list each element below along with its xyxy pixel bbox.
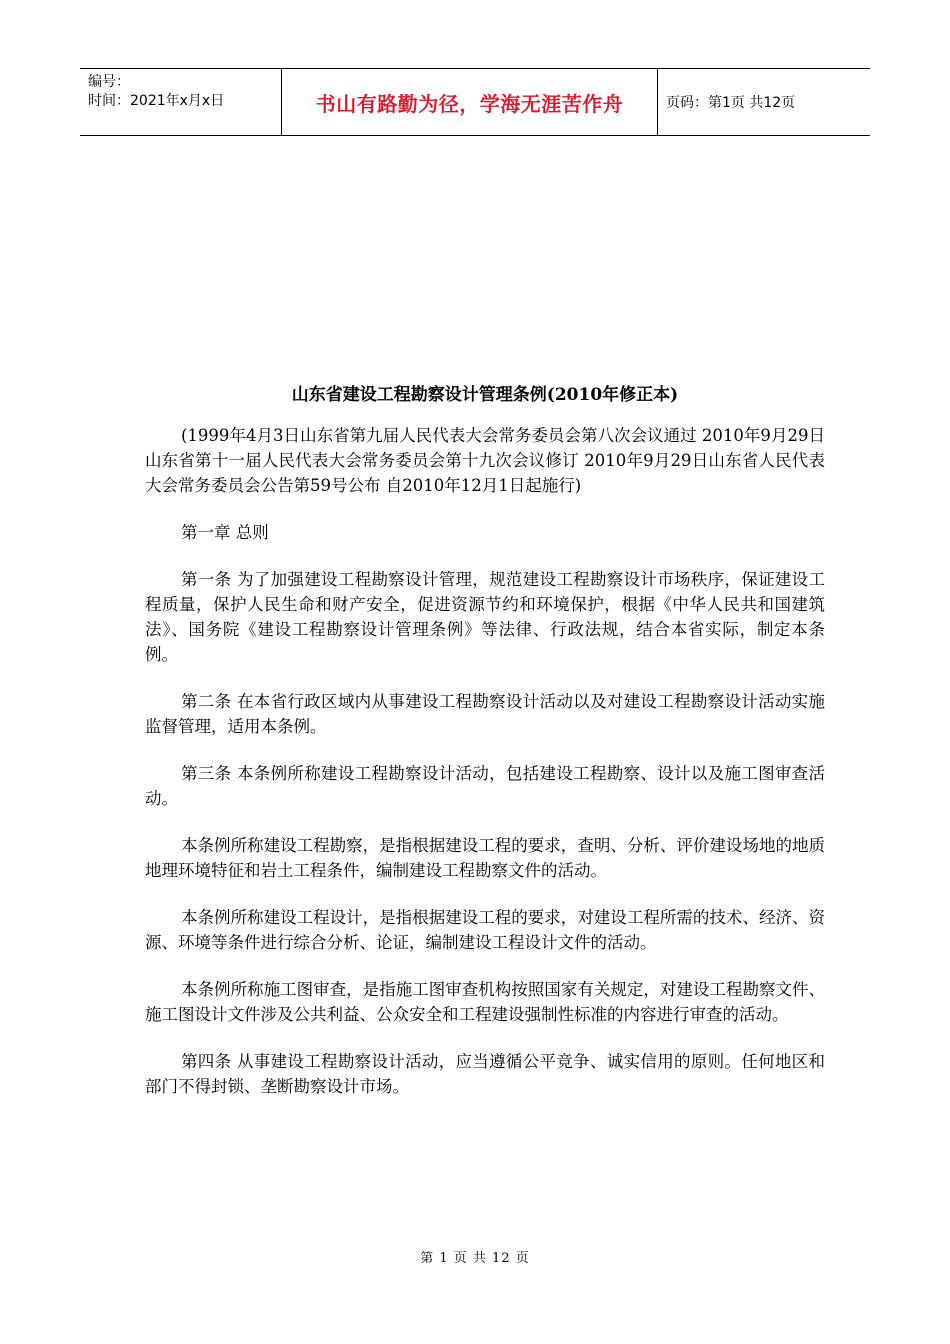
document-paragraph: 第四条 从事建设工程勘察设计活动，应当遵循公平竞争、诚实信用的原则。任何地区和部门不得封锁、垄断勘察设计市场。 — [145, 1052, 825, 1096]
document-paragraph: 第一条 为了加强建设工程勘察设计管理，规范建设工程勘察设计市场秩序，保证建设工程质量，保护人民生命和财产安全，促进资源节约和环境保护，根据《中华人民共和国建筑法》、国务院《建设工程勘察设计管理条例》等法律、行政法规，结合本省实际，制定本条例。 — [145, 570, 825, 664]
document-paragraph: 本条例所称建设工程设计，是指根据建设工程的要求，对建设工程所需的技术、经济、资源、环境等条件进行综合分析、论证，编制建设工程设计文件的活动。 — [145, 908, 825, 952]
header-info — [80, 69, 282, 135]
document-paragraph: 本条例所称建设工程勘察，是指根据建设工程的要求，查明、分析、评价建设场地的地质地理环境特征和岩土工程条件，编制建设工程勘察文件的活动。 — [145, 836, 825, 880]
page-footer: 第 1 页 共 12 页 — [420, 1251, 530, 1266]
document-paragraph: (1999年4月3日山东省第九届人民代表大会常务委员会第八次会议通过 2010年9月29日山东省第十一届人民代表大会常务委员会第十九次会议修订 2010年9月29日山东省人民代表大会常务委员会公告第59号公布 自2010年12月1日起施行) — [145, 426, 825, 495]
document-title: 山东省建设工程勘察设计管理条例(2010年修正本) — [291, 385, 679, 405]
time-label: 时间：2021年x月x日 — [88, 93, 225, 109]
header-page-label: 页码：第1页 共12页 — [666, 95, 796, 111]
document-paragraph: 本条例所称施工图审查，是指施工图审查机构按照国家有关规定，对建设工程勘察文件、施工图设计文件涉及公共利益、公众安全和工程建设强制性标准的内容进行审查的活动。 — [145, 980, 825, 1024]
page-header — [80, 68, 870, 136]
document-paragraph: 第三条 本条例所称建设工程勘察设计活动，包括建设工程勘察、设计以及施工图审查活动。 — [145, 764, 825, 808]
document-paragraph: 第二条 在本省行政区域内从事建设工程勘察设计活动以及对建设工程勘察设计活动实施监督管理，适用本条例。 — [145, 692, 825, 736]
number-label: 编号： — [88, 74, 130, 90]
header-motto: 书山有路勤为径，学海无涯苦作舟 — [282, 69, 658, 135]
chapter-heading: 第一章 总则 — [181, 523, 269, 542]
document-body — [145, 380, 825, 1121]
